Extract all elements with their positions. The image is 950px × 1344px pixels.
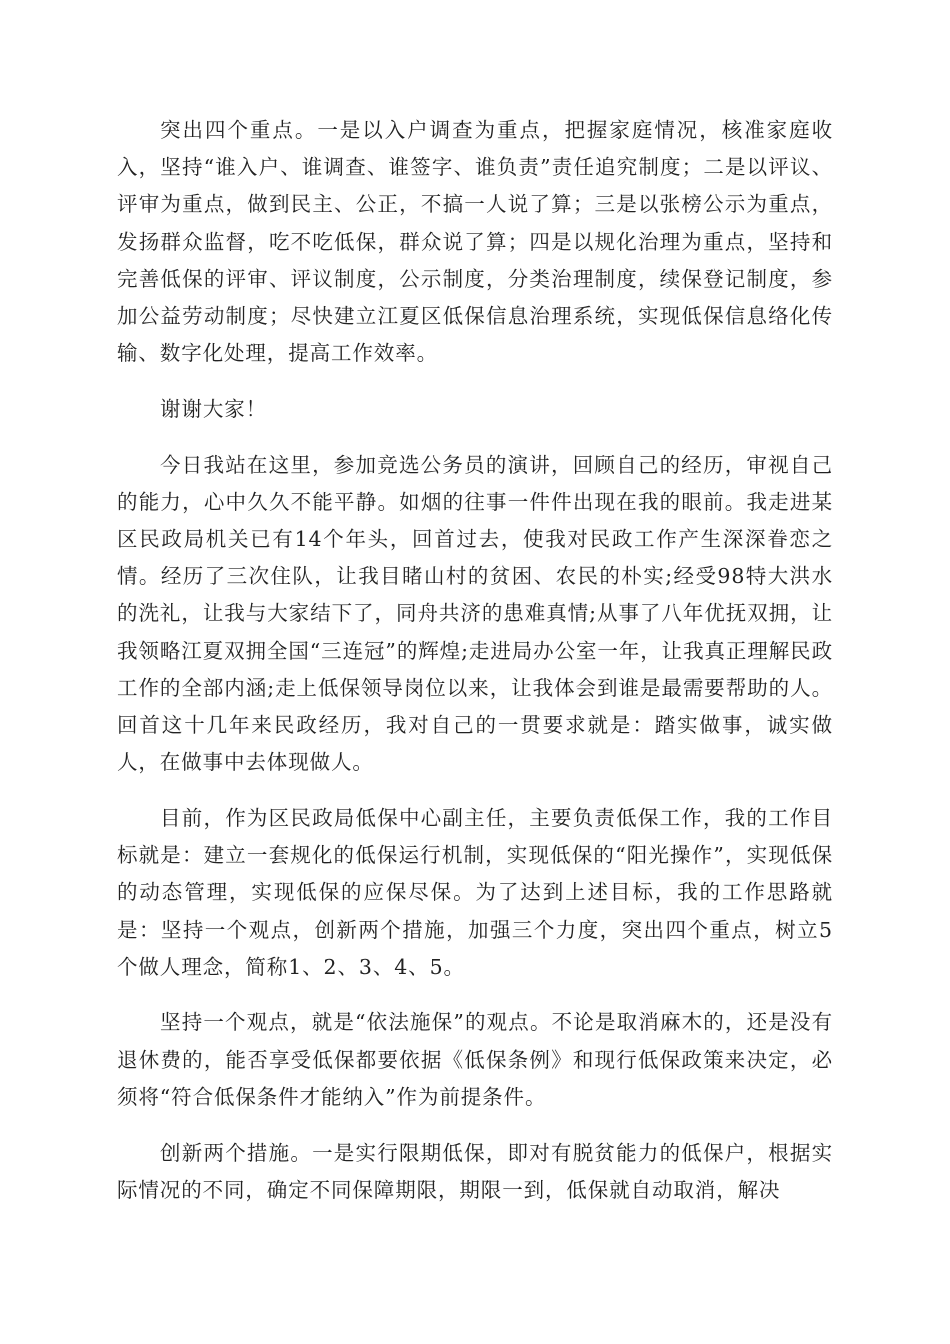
paragraph-one-viewpoint: 坚持一个观点，就是“依法施保”的观点。不论是取消麻木的，还是没有退休费的，能否享受低保都要依据《低保条例》和现行低保政策来决定，必须将“符合低保条件才能纳入”作为前提条件。 (117, 1010, 833, 1109)
paragraph-thanks: 谢谢大家！ (160, 396, 268, 421)
paragraph-current-role: 目前，作为区民政局低保中心副主任，主要负责低保工作，我的工作目标就是：建立一套规化的低保运行机制，实现低保的“阳光操作”，实现低保的动态管理，实现低保的应保尽保。为了达到上述目标，我的工作思路就是：坚持一个观点，创新两个措施，加强三个力度，突出四个重点，树立5个做人理念，简称1、2、3、4、5。 (117, 805, 833, 979)
paragraph-four-priorities: 突出四个重点。一是以入户调查为重点，把握家庭情况，核准家庭收入，坚持“谁入户、谁调查、谁签字、谁负责”责任追究制度；二是以评议、评审为重点，做到民主、公正，不搞一人说了算；三是以张榜公示为重点，发扬群众监督，吃不吃低保，群众说了算；四是以规化治理为重点，坚持和完善低保的评审、评议制度，公示制度，分类治理制度，续保登记制度，参加公益劳动制度；尽快建立江夏区低保信息治理系统，实现低保信息络化传输、数字化处理，提高工作效率。 (117, 118, 833, 366)
paragraph-personal-history: 今日我站在这里，参加竞选公务员的演讲，回顾自己的经历，审视自己的能力，心中久久不能平静。如烟的往事一件件出现在我的眼前。我走进某区民政局机关已有14个年头，回首过去，使我对民政工作产生深深眷恋之情。经历了三次住队，让我目睹山村的贫困、农民的朴实;经受98特大洪水的洗礼，让我与大家结下了，同舟共济的患难真情;从事了八年优抚双拥，让我领略江夏双拥全国“三连冠”的辉煌;走进局办公室一年，让我真正理解民政工作的全部内涵;走上低保领导岗位以来，让我体会到谁是最需要帮助的人。回首这十几年来民政经历，我对自己的一贯要求就是：踏实做事，诚实做人，在做事中去体现做人。 (117, 452, 833, 775)
document-body (117, 112, 833, 1227)
paragraph-two-measures: 创新两个措施。一是实行限期低保，即对有脱贫能力的低保户，根据实际情况的不同，确定不同保障期限，期限一到，低保就自动取消，解决 (117, 1140, 833, 1202)
